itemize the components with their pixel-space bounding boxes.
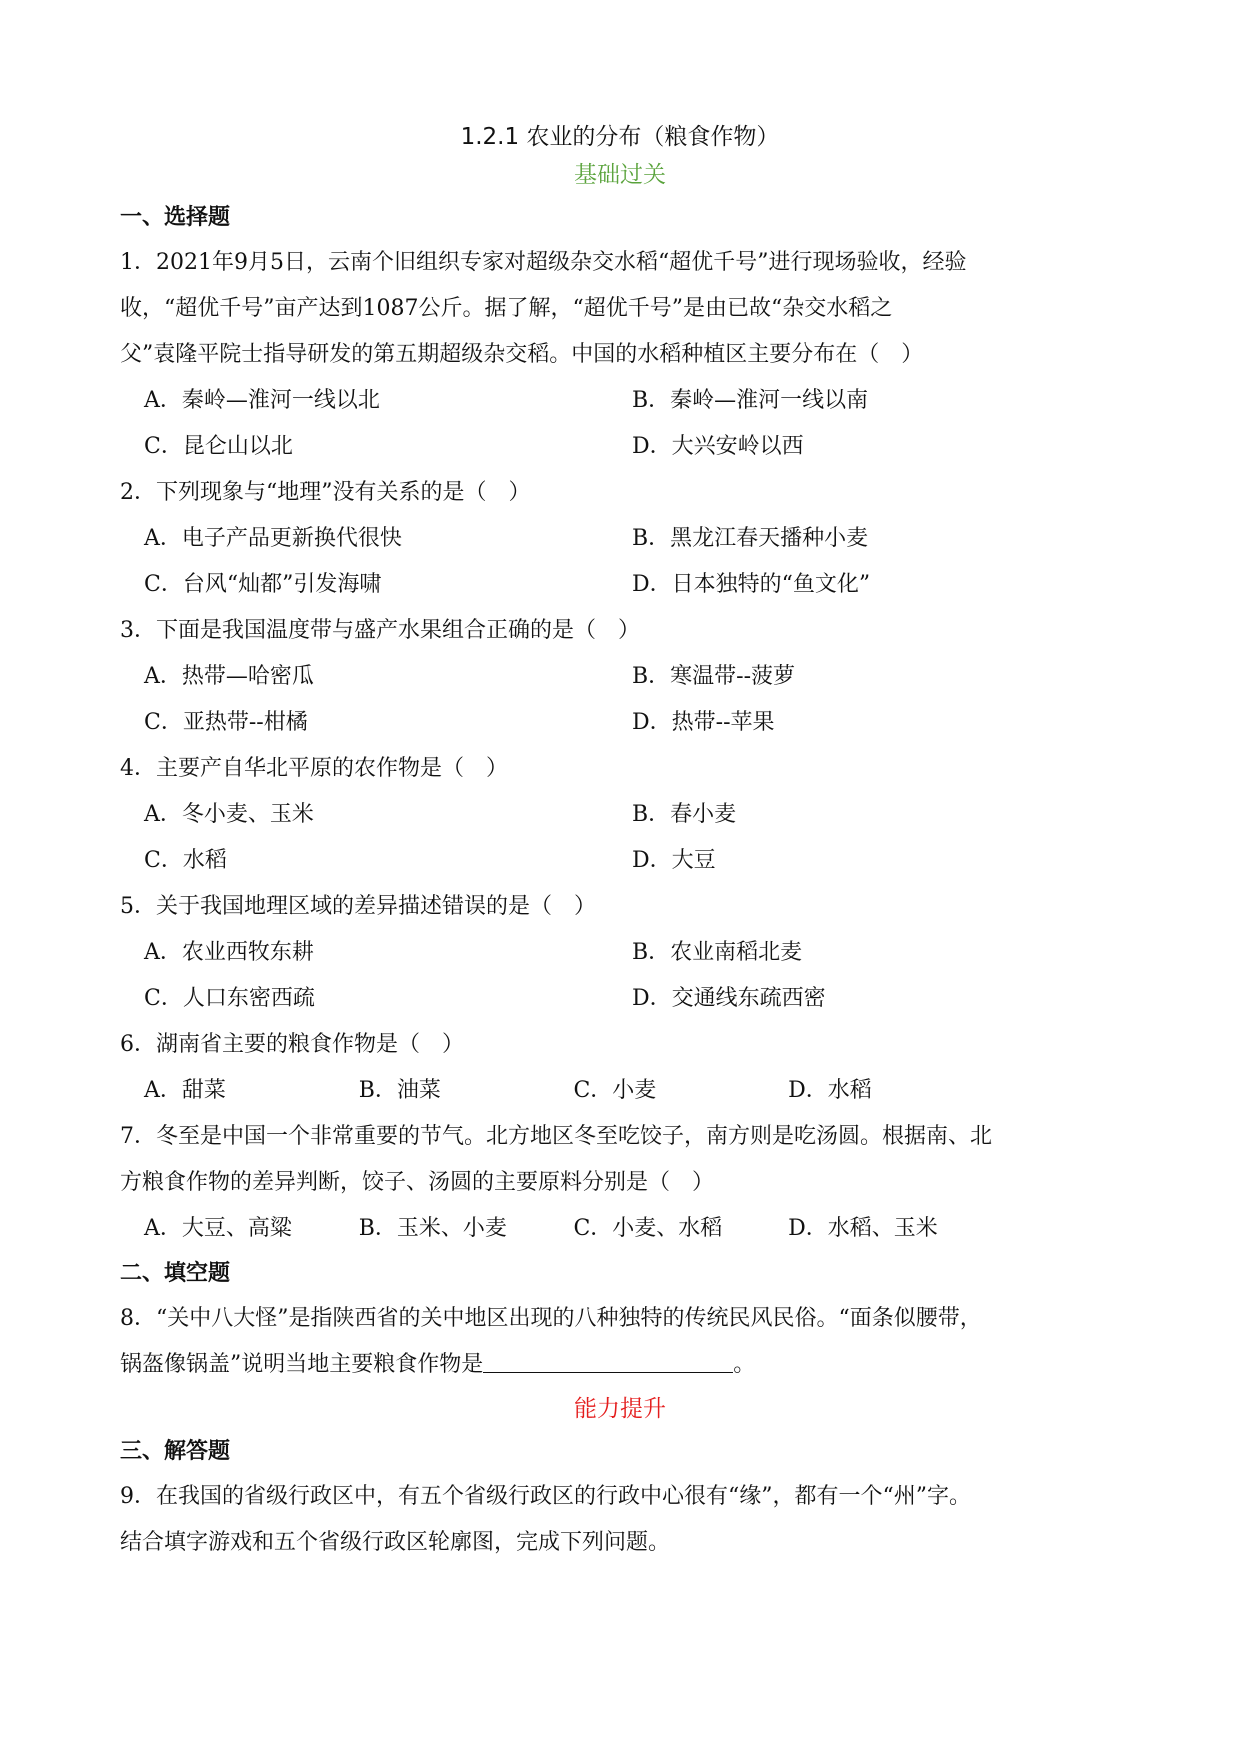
option-d[interactable]: D．大兴安岭以西 [632, 434, 804, 459]
option-b[interactable]: B．寒温带--菠萝 [632, 664, 796, 689]
question-8-line-2 [120, 1342, 1120, 1388]
question-2-options [120, 516, 1120, 608]
question-1 [120, 240, 1120, 470]
subtitle-advanced: 能力提升 [574, 1396, 666, 1422]
question-5-options [120, 930, 1120, 1022]
question-8 [120, 1296, 1120, 1388]
option-d[interactable]: D．日本独特的“鱼文化” [632, 572, 871, 597]
option-c[interactable]: C．昆仑山以北 [144, 434, 293, 459]
option-c[interactable]: C．水稻 [144, 848, 227, 873]
question-1-line-1: 1．2021年9月5日，云南个旧组织专家对超级杂交水稻“超优千号”进行现场验收，经验 [120, 250, 967, 275]
question-4-options [120, 792, 1120, 884]
option-c[interactable]: C．小麦、水稻 [573, 1216, 723, 1241]
question-6 [120, 1022, 1120, 1114]
question-8-line-1: 8．“关中八大怪”是指陕西省的关中地区出现的八种独特的传统民风民俗。“面条似腰带， [120, 1306, 982, 1331]
option-a[interactable]: A．农业西牧东耕 [144, 940, 314, 965]
option-d[interactable]: D．大豆 [632, 848, 716, 873]
question-7-line-1: 7．冬至是中国一个非常重要的节气。北方地区冬至吃饺子，南方则是吃汤圆。根据南、北 [120, 1124, 993, 1149]
question-6-stem: 6．湖南省主要的粮食作物是（ ） [120, 1032, 464, 1057]
option-c[interactable]: C．亚热带--柑橘 [144, 710, 308, 735]
option-d[interactable]: D．水稻、玉米 [788, 1216, 938, 1241]
option-d[interactable]: D．水稻 [788, 1078, 872, 1103]
option-a[interactable]: A．甜菜 [144, 1078, 226, 1103]
question-7-line-2: 方粮食作物的差异判断，饺子、汤圆的主要原料分别是（ ） [120, 1170, 715, 1195]
question-1-line-2: 收，“超优千号”亩产达到1087公斤。据了解，“超优千号”是由已故“杂交水稻之 [120, 296, 893, 321]
question-9-line-2: 结合填字游戏和五个省级行政区轮廓图，完成下列问题。 [120, 1530, 671, 1555]
option-d[interactable]: D．热带--苹果 [632, 710, 775, 735]
section-choice-heading: 一、选择题 [120, 205, 231, 230]
option-a[interactable]: A．秦岭—淮河一线以北 [144, 388, 380, 413]
question-5-stem: 5．关于我国地理区域的差异描述错误的是（ ） [120, 894, 596, 919]
question-4-stem: 4．主要产自华北平原的农作物是（ ） [120, 756, 508, 781]
question-9 [120, 1474, 1120, 1566]
worksheet-page [120, 120, 1120, 1566]
question-8-line-2-end: 。 [733, 1352, 756, 1377]
section-fill-heading: 二、填空题 [120, 1261, 231, 1286]
answer-blank[interactable] [483, 1350, 733, 1373]
question-8-line-2-text: 锅盔像锅盖”说明当地主要粮食作物是 [120, 1352, 484, 1377]
question-9-line-1: 9．在我国的省级行政区中，有五个省级行政区的行政中心很有“缘”，都有一个“州”字。 [120, 1484, 971, 1509]
question-3-stem: 3．下面是我国温度带与盛产水果组合正确的是（ ） [120, 618, 640, 643]
question-2-stem: 2．下列现象与“地理”没有关系的是（ ） [120, 480, 531, 505]
question-6-options [120, 1068, 1120, 1114]
question-1-options [120, 378, 1120, 470]
question-3 [120, 608, 1120, 746]
option-b[interactable]: B．秦岭—淮河一线以南 [632, 388, 869, 413]
page-title: 1.2.1 农业的分布（粮食作物） [460, 124, 780, 150]
option-a[interactable]: A．电子产品更新换代很快 [144, 526, 402, 551]
question-5 [120, 884, 1120, 1022]
option-c[interactable]: C．人口东密西疏 [144, 986, 315, 1011]
option-a[interactable]: A．大豆、高粱 [144, 1216, 292, 1241]
option-b[interactable]: B．黑龙江春天播种小麦 [632, 526, 869, 551]
option-b[interactable]: B．油菜 [358, 1078, 441, 1103]
question-7 [120, 1114, 1120, 1252]
option-a[interactable]: A．热带—哈密瓜 [144, 664, 314, 689]
option-b[interactable]: B．玉米、小麦 [358, 1216, 507, 1241]
question-2 [120, 470, 1120, 608]
option-a[interactable]: A．冬小麦、玉米 [144, 802, 314, 827]
option-b[interactable]: B．春小麦 [632, 802, 737, 827]
option-c[interactable]: C．台风“灿都”引发海啸 [144, 572, 382, 597]
section-answer-heading: 三、解答题 [120, 1439, 231, 1464]
question-3-options [120, 654, 1120, 746]
option-d[interactable]: D．交通线东疏西密 [632, 986, 826, 1011]
subtitle-basic: 基础过关 [574, 162, 666, 188]
question-1-line-3: 父”袁隆平院士指导研发的第五期超级杂交稻。中国的水稻种植区主要分布在（ ） [120, 342, 924, 367]
question-4 [120, 746, 1120, 884]
option-b[interactable]: B．农业南稻北麦 [632, 940, 803, 965]
question-7-options [120, 1206, 1120, 1252]
option-c[interactable]: C．小麦 [573, 1078, 657, 1103]
